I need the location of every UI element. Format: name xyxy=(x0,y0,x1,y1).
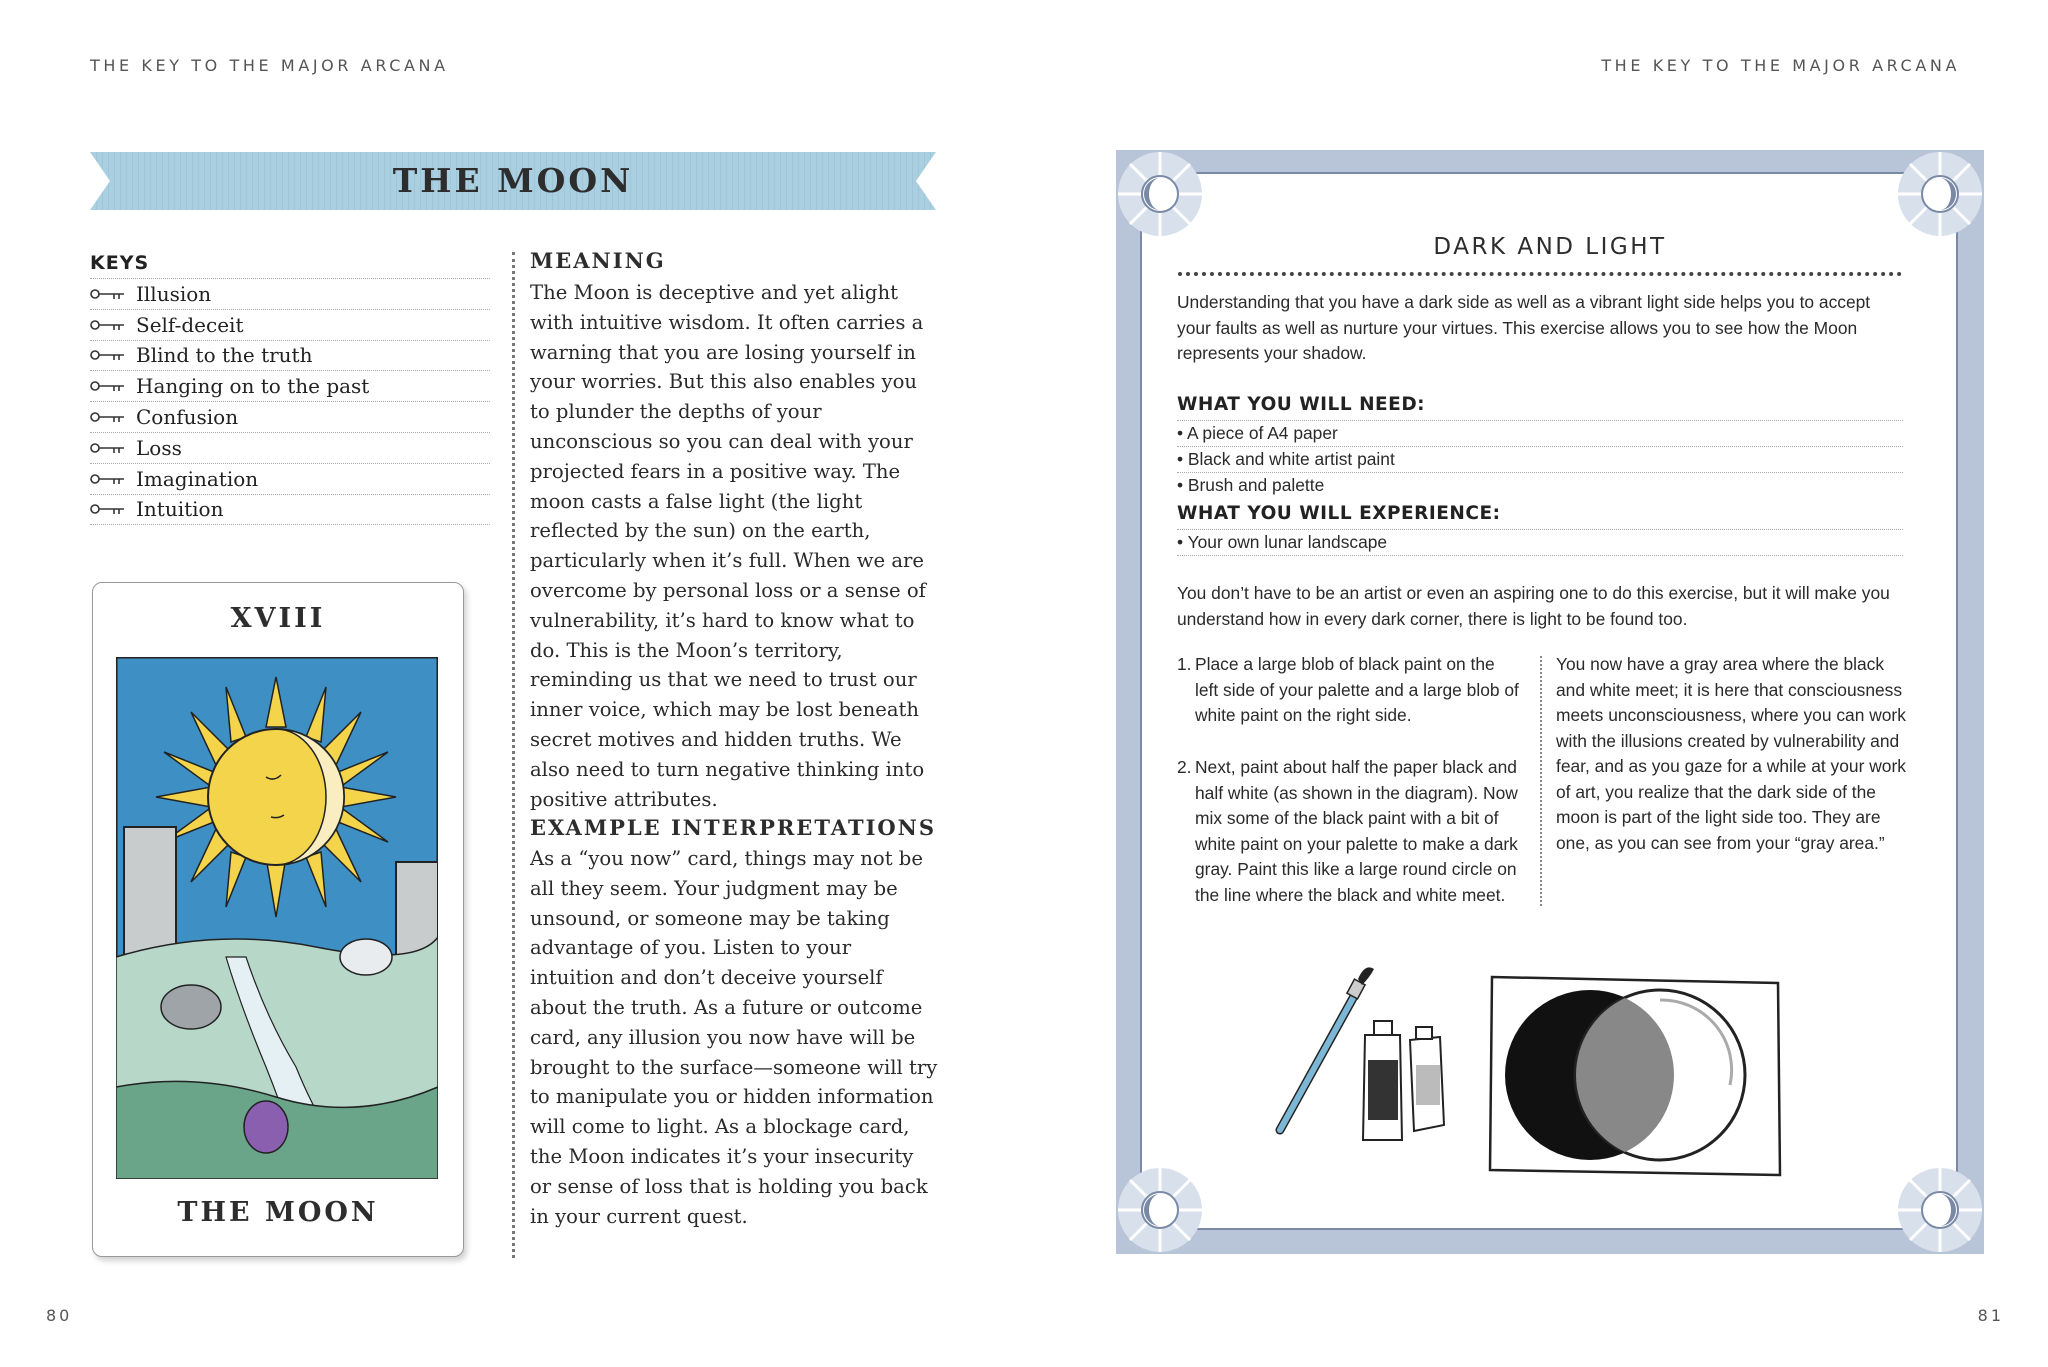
page-number-right: 81 xyxy=(1977,1306,2004,1325)
key-label: Self-deceit xyxy=(136,312,244,337)
step-text: Next, paint about half the paper black and half white (as shown in the diagram). Now mix some of the black paint with a bit of white paint on your palette to make a dark gray. Paint this like a large round circle on the line where the black and white meet. xyxy=(1195,757,1518,905)
key-icon xyxy=(90,379,126,393)
page-title: THE MOON xyxy=(392,161,634,200)
paint-illustration xyxy=(1270,965,1790,1185)
key-item xyxy=(90,495,490,526)
key-icon xyxy=(90,287,126,301)
paintbrush-icon xyxy=(1280,967,1374,1130)
key-label: Illusion xyxy=(136,281,212,306)
example-heading: EXAMPLE INTERPRETATIONS xyxy=(530,815,937,840)
sun-moon-corner-icon xyxy=(1116,150,1246,280)
experience-heading: WHAT YOU WILL EXPERIENCE: xyxy=(1177,503,1501,524)
exercise-intro: Understanding that you have a dark side as well as a vibrant light side helps you to accept your faults as well as nurture your virtues. This exercise allows you to see how the Moon represents your shadow. xyxy=(1177,292,1871,363)
title-banner xyxy=(90,152,936,210)
step-1 xyxy=(1177,652,1522,729)
list-rule xyxy=(1177,555,1903,556)
key-item xyxy=(90,341,490,372)
example-text: As a “you now” card, things may not be all they seem. Your judgment may be unsound, or someone may be taking advantage of you. Listen to your intuition and don’t deceive yourself about the truth. As a future or outcome card, any illusion you now have will be brought to the surface—someone will try to manipulate you or hidden information will come to light. As a blockage card, the Moon indicates it’s your insecurity or sense of loss that is holding you back in your current quest. xyxy=(530,847,938,1228)
step-number: 1. xyxy=(1177,654,1192,674)
need-list xyxy=(1177,420,1903,498)
key-label: Hanging on to the past xyxy=(136,374,370,399)
column-divider xyxy=(512,252,515,1258)
key-label: Imagination xyxy=(136,466,259,491)
key-icon xyxy=(90,502,126,516)
key-label: Confusion xyxy=(136,405,239,430)
key-item xyxy=(90,433,490,464)
key-item xyxy=(90,310,490,341)
running-head-left: THE KEY TO THE MAJOR ARCANA xyxy=(90,56,449,75)
keys-list xyxy=(90,278,490,525)
key-icon xyxy=(90,348,126,362)
key-label: Loss xyxy=(136,435,182,460)
paint-tubes-icon xyxy=(1363,1021,1444,1140)
painted-paper-icon xyxy=(1490,977,1780,1175)
exercise-title: DARK AND LIGHT xyxy=(1433,234,1667,260)
sun-moon-corner-icon xyxy=(1854,150,1984,280)
key-item xyxy=(90,464,490,495)
key-icon xyxy=(90,441,126,455)
key-icon xyxy=(90,410,126,424)
step-2 xyxy=(1177,755,1522,908)
list-item: • Your own lunar landscape xyxy=(1177,529,1903,555)
moon-card-illustration xyxy=(116,657,438,1179)
list-item: • A piece of A4 paper xyxy=(1177,420,1903,446)
key-icon xyxy=(90,472,126,486)
exercise-paragraph: You don’t have to be an artist or even an aspiring one to do this exercise, but it will make you understand how in every dark corner, there is light to be found too. xyxy=(1177,583,1890,629)
list-item: • Brush and palette xyxy=(1177,472,1903,498)
experience-list xyxy=(1177,529,1903,555)
sun-moon-corner-icon xyxy=(1854,1124,1984,1254)
card-numeral: XVIII xyxy=(230,603,326,634)
meaning-heading: MEANING xyxy=(530,248,666,273)
keys-heading: KEYS xyxy=(90,252,150,274)
need-heading: WHAT YOU WILL NEED: xyxy=(1177,394,1426,415)
list-item: • Black and white artist paint xyxy=(1177,446,1903,472)
page-number-left: 80 xyxy=(46,1306,73,1325)
tarot-card xyxy=(92,582,464,1257)
key-item xyxy=(90,279,490,310)
key-item xyxy=(90,402,490,433)
sun-moon-corner-icon xyxy=(1116,1124,1246,1254)
step-number: 2. xyxy=(1177,757,1192,777)
running-head-right: THE KEY TO THE MAJOR ARCANA xyxy=(1601,56,1960,75)
exercise-conclusion: You now have a gray area where the black and white meet; it is here that consciousness meets unconsciousness, where you can work with the illusions created by vulnerability and fear, and as you gaze for a while at your work of art, you realize that the dark side of the moon is part of the light side too. They are one, as you can see from your “gray area.” xyxy=(1556,654,1906,853)
step-text: Place a large blob of black paint on the left side of your palette and a large blob of white paint on the right side. xyxy=(1195,654,1519,725)
card-name: THE MOON xyxy=(177,1197,379,1228)
key-label: Blind to the truth xyxy=(136,343,313,368)
steps-divider xyxy=(1540,656,1542,906)
key-label: Intuition xyxy=(136,497,224,522)
title-rule xyxy=(1178,272,1902,276)
key-item xyxy=(90,371,490,402)
key-icon xyxy=(90,318,126,332)
meaning-text: The Moon is deceptive and yet alight with intuitive wisdom. It often carries a warning that you are losing yourself in your worries. But this also enables you to plunder the depths of your unconscious so you can deal with your projected fears in a positive way. The moon casts a false light (the light reflected by the sun) on the earth, particularly when it’s full. When we are overcome by personal loss or a sense of vulnerability, it’s hard to know what to do. This is the Moon’s territory, reminding us that we need to trust our inner voice, which may be lost beneath secret motives and hidden truths. We also need to turn negative thinking into positive attributes. xyxy=(530,281,926,811)
